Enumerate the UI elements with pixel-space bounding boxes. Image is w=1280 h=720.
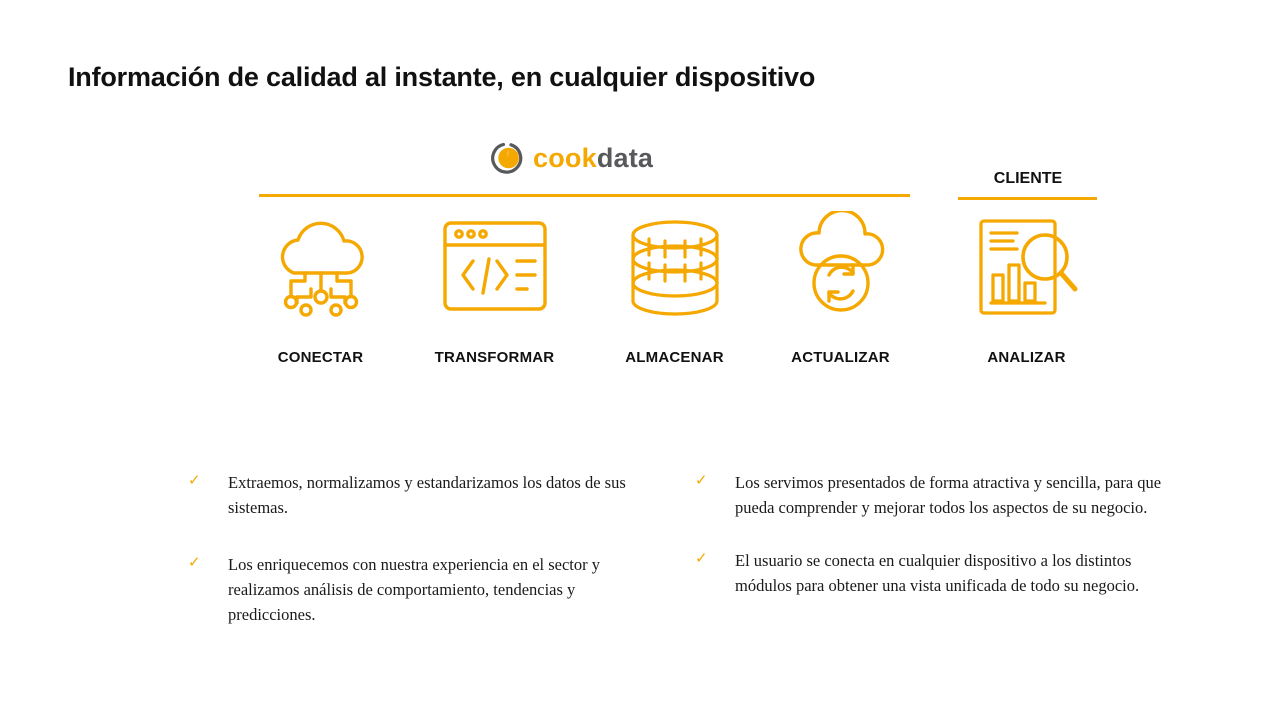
check-icon: ✓ [188, 554, 201, 571]
list-item [188, 552, 658, 627]
list-item [695, 548, 1165, 598]
check-icon: ✓ [695, 550, 708, 567]
page-title: Información de calidad al instante, en cualquier dispositivo [68, 62, 816, 92]
cloud-connect-icon [233, 207, 408, 327]
flow-step-label: ALMACENAR [625, 349, 724, 366]
flow-step-label: CONECTAR [277, 349, 364, 366]
cloud-refresh-icon [753, 207, 928, 327]
flow-step-label: ACTUALIZAR [791, 349, 890, 366]
client-section-label: CLIENTE [993, 170, 1063, 187]
flow-step-conectar [233, 207, 408, 366]
process-flow [0, 170, 1280, 395]
code-window-icon [407, 207, 582, 327]
flow-step-transformar [407, 207, 582, 366]
bullet-text: Los enriquecemos con nuestra experiencia en el sector y realizamos análisis de comportamiento, tendencias y predicciones. [228, 555, 601, 624]
check-icon: ✓ [188, 472, 201, 489]
check-icon: ✓ [695, 472, 708, 489]
flow-step-analizar [939, 207, 1114, 366]
database-stack-icon [587, 207, 762, 327]
brand-name-cook: cook [533, 142, 597, 173]
chart-magnifier-icon [939, 207, 1114, 327]
bullet-text: Los servimos presentados de forma atractiva y sencilla, para que pueda comprender y mejorar todos los aspectos de su negocio. [735, 473, 1162, 517]
list-item [695, 470, 1165, 520]
flow-step-label: ANALIZAR [987, 349, 1066, 366]
brand-name-data: data [596, 142, 654, 173]
bullet-column-right [695, 470, 1165, 630]
bullet-column-left [188, 470, 658, 659]
flow-step-label: TRANSFORMAR [434, 349, 555, 366]
bullet-text: El usuario se conecta en cualquier dispositivo a los distintos módulos para obtener una vista unificada de todo su negocio. [735, 551, 1140, 595]
bullet-text: Extraemos, normalizamos y estandarizamos los datos de sus sistemas. [228, 473, 626, 517]
brand-logo [489, 140, 653, 176]
flow-step-actualizar [753, 207, 928, 366]
list-item [188, 470, 658, 520]
brand-wordmark [533, 142, 654, 173]
cookdata-ring-icon [489, 140, 525, 176]
client-divider-line [958, 197, 1097, 200]
flow-divider-line [259, 194, 910, 197]
flow-step-almacenar [587, 207, 762, 366]
